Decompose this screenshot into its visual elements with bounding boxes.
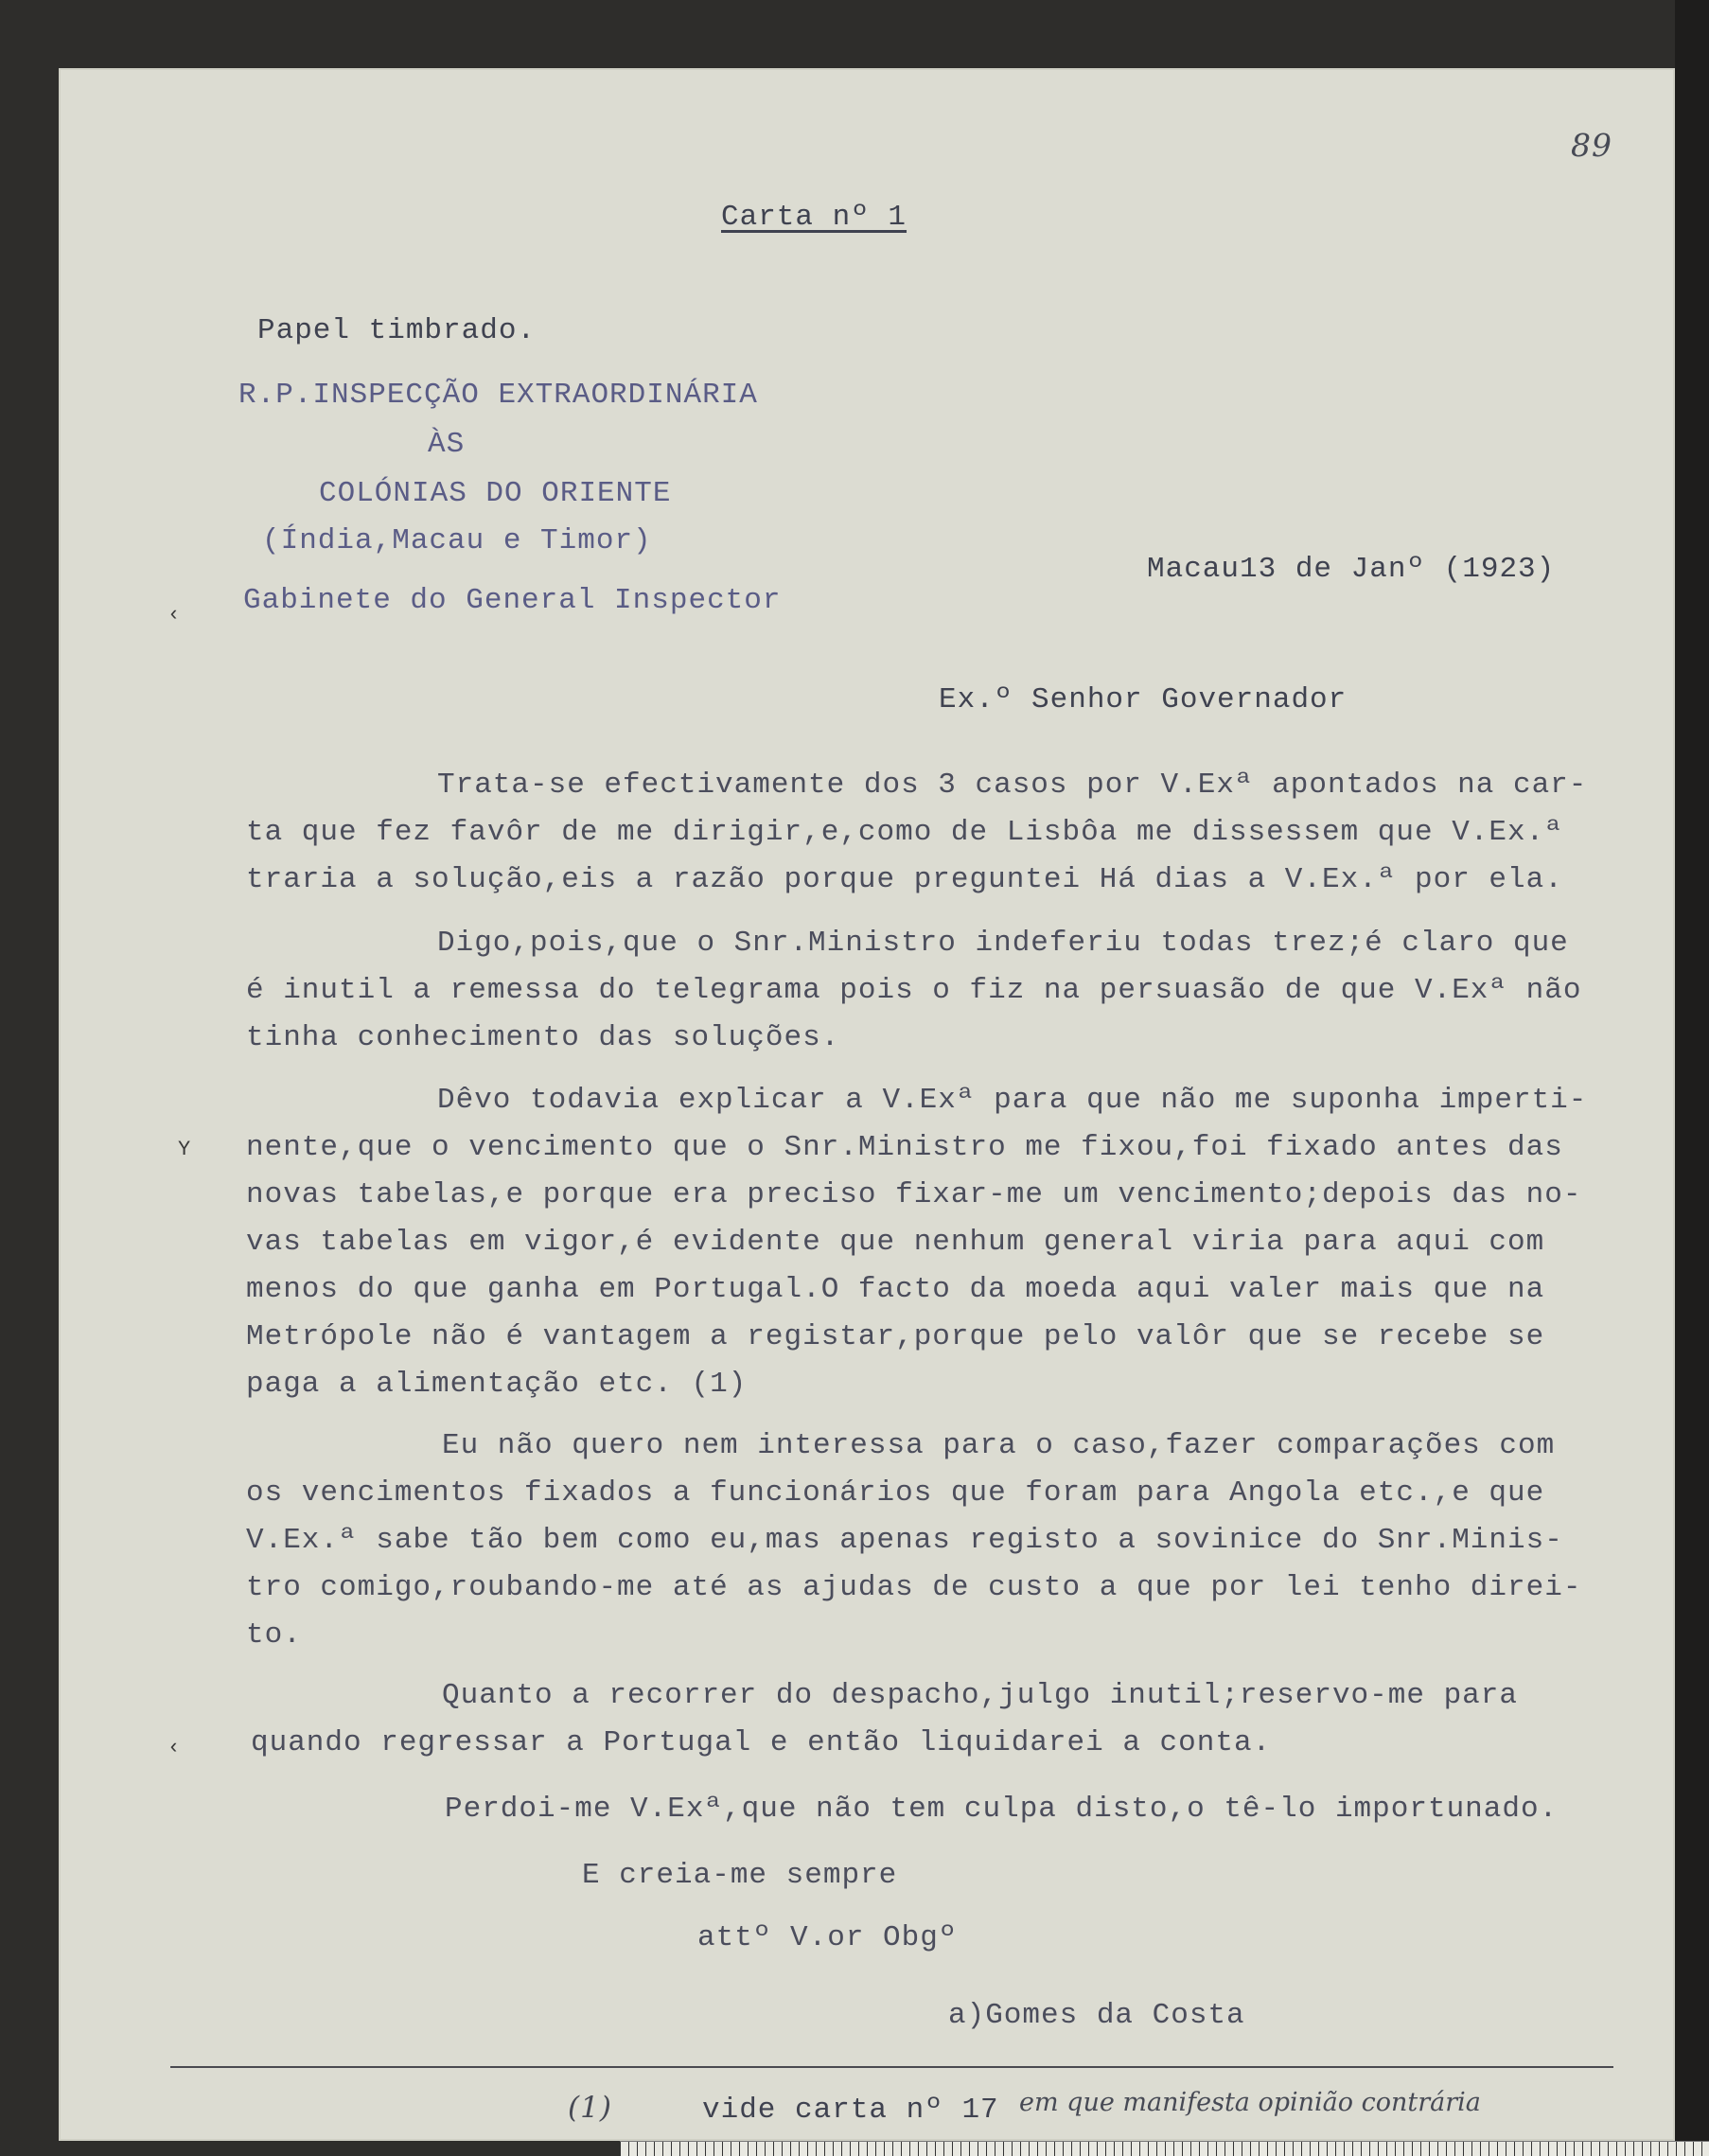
body-line: Eu não quero nem interessa para o caso,fazer comparações com <box>442 1429 1556 1462</box>
body-line: novas tabelas,e porque era preciso fixar-me um vencimento;depois das no- <box>246 1178 1582 1211</box>
margin-mark: ‹ <box>167 1736 181 1759</box>
closing-line: E creia-me sempre <box>582 1859 898 1892</box>
body-line: to. <box>246 1618 302 1652</box>
scan-background <box>1675 0 1709 2155</box>
body-line: vas tabelas em vigor,é evidente que nenhum general viria para aqui com <box>246 1226 1545 1259</box>
signature: a)Gomes da Costa <box>948 1999 1245 2032</box>
body-line: os vencimentos fixados a funcionários que foram para Angola etc.,e que <box>246 1476 1545 1510</box>
body-line: Digo,pois,que o Snr.Ministro indeferiu todas trez;é claro que <box>437 927 1569 960</box>
org-name-line-1: R.P.INSPECÇÃO EXTRAORDINÁRIA <box>238 379 758 412</box>
org-name-line-3: COLÓNIAS DO ORIENTE <box>319 477 672 510</box>
org-name-line-2: ÀS <box>428 428 466 461</box>
body-line: Perdoi-me V.Exª,que não tem culpa disto,o tê-lo importunado. <box>445 1793 1559 1826</box>
letter-title: Carta nº 1 <box>721 201 907 234</box>
body-line: tro comigo,roubando-me até as ajudas de custo a que por lei tenho direi- <box>246 1571 1582 1604</box>
body-line: Quanto a recorrer do despacho,julgo inutil;reservo-me para <box>442 1679 1518 1712</box>
body-line: nente,que o vencimento que o Snr.Ministro me fixou,foi fixado antes das <box>246 1131 1563 1164</box>
footnote-rule <box>170 2066 1613 2068</box>
place-date: Macau13 de Janº (1923) <box>1147 553 1556 586</box>
footnote-marker: (1) <box>568 2091 612 2125</box>
salutation: Ex.º Senhor Governador <box>939 683 1348 716</box>
footnote-handwritten: em que manifesta opinião contrária <box>1019 2088 1481 2117</box>
org-name-line-4: (Índia,Macau e Timor) <box>262 524 652 557</box>
body-line: tinha conhecimento das soluções. <box>246 1021 840 1054</box>
footnote-typed: vide carta nº 17 <box>702 2094 999 2127</box>
body-line: traria a solução,eis a razão porque preguntei Há dias a V.Ex.ª por ela. <box>246 863 1563 896</box>
body-line: ta que fez favôr de me dirigir,e,como de Lisbôa me dissessem que V.Ex.ª <box>246 816 1563 849</box>
office-name: Gabinete do General Inspector <box>243 584 782 617</box>
body-line: é inutil a remessa do telegrama pois o fiz na persuasão de que V.Exª não <box>246 974 1582 1007</box>
margin-mark: Y <box>178 1138 191 1161</box>
body-line: quando regressar a Portugal e então liquidarei a conta. <box>251 1726 1272 1759</box>
paper-note: Papel timbrado. <box>257 314 537 347</box>
body-line: Metrópole não é vantagem a registar,porque pelo valôr que se recebe se <box>246 1320 1545 1353</box>
closing-line: attº V.or Obgº <box>697 1921 958 1954</box>
scale-ruler <box>620 2141 1709 2156</box>
body-line: Dêvo todavia explicar a V.Exª para que não me suponha imperti- <box>437 1084 1588 1117</box>
margin-mark: ‹ <box>167 603 181 627</box>
body-line: Trata-se efectivamente dos 3 casos por V.Exª apontados na car- <box>437 769 1588 802</box>
body-line: paga a alimentação etc. (1) <box>246 1368 748 1401</box>
body-line: V.Ex.ª sabe tão bem como eu,mas apenas registo a sovinice do Snr.Minis- <box>246 1524 1563 1557</box>
body-line: menos do que ganha em Portugal.O facto da moeda aqui valer mais que na <box>246 1273 1545 1306</box>
page-number: 89 <box>1571 127 1612 164</box>
document-page <box>59 68 1675 2141</box>
